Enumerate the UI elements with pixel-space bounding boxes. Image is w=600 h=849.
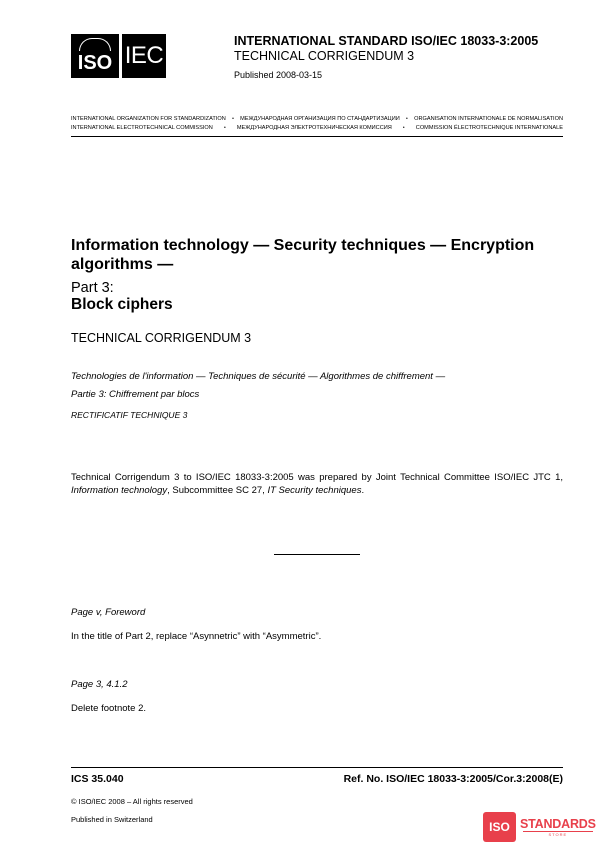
corrigendum-title: TECHNICAL CORRIGENDUM 3 bbox=[71, 331, 252, 345]
bullet: • bbox=[402, 125, 405, 131]
globe-icon bbox=[79, 38, 111, 51]
french-corrigendum: RECTIFICATIF TECHNIQUE 3 bbox=[71, 410, 188, 420]
org-iso-fr: ORGANISATION INTERNATIONALE DE NORMALISATION bbox=[414, 116, 563, 122]
intro-paragraph: Technical Corrigendum 3 to ISO/IEC 18033-3:2005 was prepared by Joint Technical Committee ISO/IEC JTC 1, Information technology, Subcommittee SC 27, IT Security techniques. bbox=[71, 472, 563, 496]
store-badge: ISO bbox=[483, 812, 516, 842]
ics-code: ICS 35.040 bbox=[71, 773, 124, 785]
org-iso-en: INTERNATIONAL ORGANIZATION FOR STANDARDIZATION bbox=[71, 116, 226, 122]
correction-instruction: In the title of Part 2, replace “Asynnetric” with “Asymmetric”. bbox=[71, 631, 322, 642]
iso-standards-store-logo bbox=[483, 812, 596, 842]
store-sub: STORE bbox=[523, 831, 593, 837]
section-separator bbox=[274, 554, 360, 555]
iec-logo: IEC bbox=[122, 34, 166, 78]
org-iec-ru: МЕЖДУНАРОДНАЯ ЭЛЕКТРОТЕХНИЧЕСКАЯ КОМИССИЯ bbox=[236, 125, 392, 131]
bullet: • bbox=[232, 116, 234, 122]
header-divider bbox=[71, 136, 563, 137]
french-title: Technologies de l'information — Techniques de sécurité — Algorithmes de chiffrement — bbox=[71, 371, 446, 382]
copyright: © ISO/IEC 2008 – All rights reserved bbox=[71, 797, 193, 806]
published-date: Published 2008-03-15 bbox=[234, 70, 323, 80]
bullet: • bbox=[223, 125, 226, 131]
iso-logo: ISO bbox=[71, 34, 119, 78]
org-row-2 bbox=[71, 125, 563, 131]
corrigendum-label: TECHNICAL CORRIGENDUM 3 bbox=[234, 49, 415, 63]
org-iec-en: INTERNATIONAL ELECTROTECHNICAL COMMISSION bbox=[71, 125, 213, 131]
org-row-1 bbox=[71, 116, 563, 122]
reference-number: Ref. No. ISO/IEC 18033-3:2005/Cor.3:2008(E) bbox=[343, 773, 563, 785]
document-title: Information technology — Security techniques — Encryption algorithms — bbox=[71, 237, 535, 273]
published-in: Published in Switzerland bbox=[71, 815, 153, 824]
standard-title: INTERNATIONAL STANDARD ISO/IEC 18033-3:2005 bbox=[234, 34, 539, 48]
bullet: • bbox=[406, 116, 408, 122]
part-number: Part 3: bbox=[71, 280, 114, 296]
correction-instruction: Delete footnote 2. bbox=[71, 703, 146, 714]
part-name: Block ciphers bbox=[71, 296, 173, 313]
org-iec-fr: COMMISSION ÉLECTROTECHNIQUE INTERNATIONALE bbox=[415, 125, 563, 131]
correction-location: Page 3, 4.1.2 bbox=[71, 679, 128, 690]
iso-iec-logo bbox=[71, 34, 166, 78]
store-word: STANDARDS bbox=[520, 817, 596, 831]
footer-divider bbox=[71, 767, 563, 768]
french-part: Partie 3: Chiffrement par blocs bbox=[71, 389, 200, 400]
correction-location: Page v, Foreword bbox=[71, 607, 146, 618]
org-iso-ru: МЕЖДУНАРОДНАЯ ОРГАНИЗАЦИЯ ПО СТАНДАРТИЗАЦИИ bbox=[240, 116, 400, 122]
